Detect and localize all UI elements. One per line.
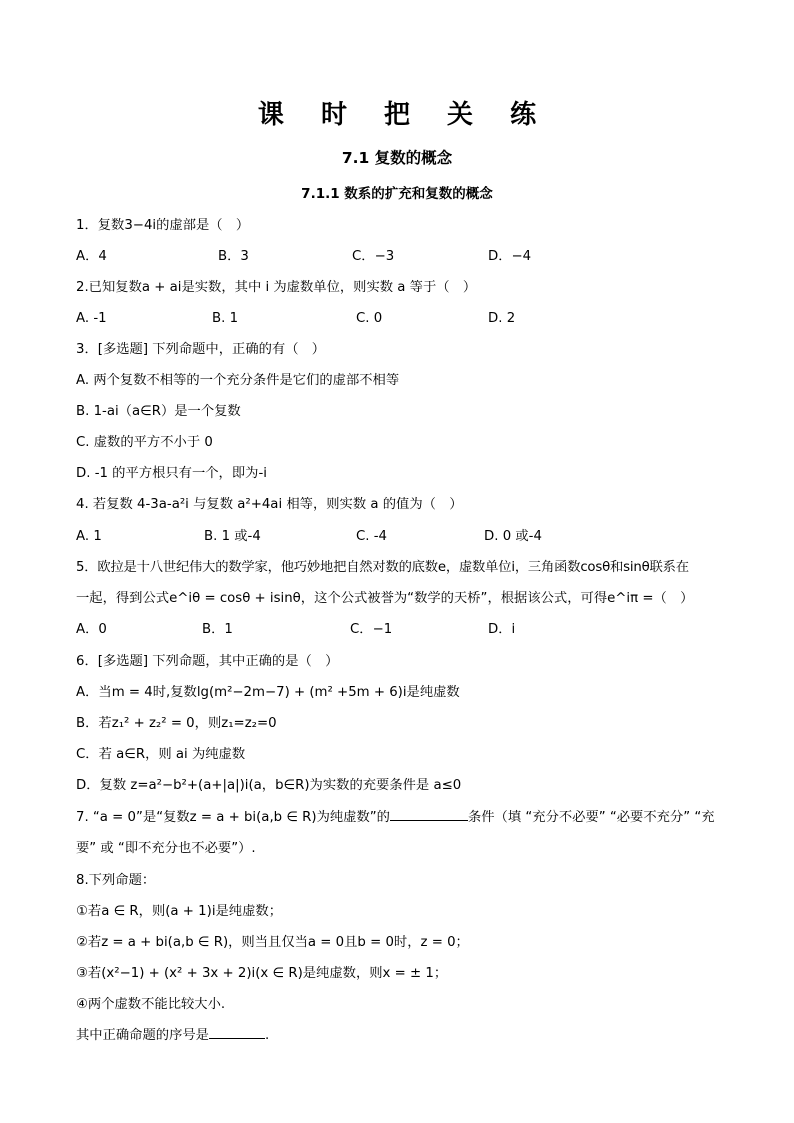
answer-blank[interactable]: [390, 820, 468, 821]
question-3-option-b: B. 1-ai（a∈R）是一个复数: [76, 404, 241, 419]
question-8-stem: 8.下列命题：: [76, 873, 156, 888]
option-c: C. 0: [356, 311, 383, 326]
question-3-option-c: C. 虚数的平方不小于 0: [76, 435, 213, 450]
question-5-options: [76, 620, 726, 640]
question-2-stem: 2.已知复数a + ai是实数，其中 i 为虚数单位，则实数 a 等于（ ）: [76, 280, 477, 295]
question-8-closing-end: .: [264, 1028, 270, 1043]
question-6-option-a: A．当m = 4时,复数lg(m²−2m−7) + (m² +5m + 6)i是纯虚数: [76, 685, 460, 700]
answer-blank[interactable]: [209, 1038, 265, 1039]
option-c: C．−3: [352, 249, 395, 264]
question-2-options: [76, 309, 726, 329]
question-8-statement-4: ④两个虚数不能比较大小.: [76, 997, 226, 1012]
question-4-options: [76, 527, 726, 547]
page-title: 课 时 把 关 练: [257, 100, 551, 130]
question-8-closing-text: 其中正确命题的序号是: [76, 1028, 209, 1043]
question-7-stem: [76, 808, 726, 828]
question-1-options: [76, 247, 726, 267]
question-3-stem: 3．[多选题] 下列命题中，正确的有（ ）: [76, 342, 326, 357]
question-3-option-a: A. 两个复数不相等的一个充分条件是它们的虚部不相等: [76, 373, 400, 388]
option-c: C. -4: [356, 529, 387, 544]
option-a: A．0: [76, 622, 107, 637]
option-b: B．1: [202, 622, 233, 637]
option-d: D．i: [488, 622, 516, 637]
question-5-stem-continued: 一起，得到公式e^iθ = cosθ + isinθ，这个公式被誉为“数学的天桥”，根据该公式，可得e^iπ =（ ）: [76, 591, 694, 606]
option-d: D. 2: [488, 311, 516, 326]
question-6-option-c: C．若 a∈R，则 ai 为纯虚数: [76, 747, 246, 762]
option-b: B. 1 或-4: [204, 529, 261, 544]
option-b: B. 1: [212, 311, 239, 326]
question-8-statement-3: ③若(x²−1) + (x² + 3x + 2)i(x ∈ R)是纯虚数，则x = ± 1；: [76, 966, 448, 981]
option-a: A. -1: [76, 311, 107, 326]
question-5-stem: 5．欧拉是十八世纪伟大的数学家，他巧妙地把自然对数的底数e，虚数单位i，三角函数cosθ和sinθ联系在: [76, 560, 689, 575]
option-d: D．−4: [488, 249, 532, 264]
option-b: B．3: [218, 249, 249, 264]
question-6-stem: 6．[多选题] 下列命题，其中正确的是（ ）: [76, 654, 339, 669]
question-6-option-b: B．若z₁² + z₂² = 0，则z₁=z₂=0: [76, 716, 277, 731]
option-a: A．4: [76, 249, 107, 264]
option-a: A. 1: [76, 529, 102, 544]
question-7-stem-continued: 要” 或 “即不充分也不必要”）.: [76, 841, 256, 856]
question-8-statement-2: ②若z = a + bi(a,b ∈ R)，则当且仅当a = 0且b = 0时，z = 0；: [76, 935, 469, 950]
question-3-option-d: D. -1 的平方根只有一个，即为-i: [76, 466, 267, 481]
question-8-closing: [76, 1026, 726, 1046]
question-8-statement-1: ①若a ∈ R，则(a + 1)i是纯虚数；: [76, 904, 282, 919]
question-7-stem-end: 条件（填 “充分不必要” “必要不充分” “充: [467, 810, 715, 825]
option-d: D. 0 或-4: [484, 529, 542, 544]
option-c: C．−1: [350, 622, 393, 637]
question-7-stem-start: 7. “a = 0”是“复数z = a + bi(a,b ∈ R)为纯虚数”的: [76, 810, 390, 825]
subsection-heading: 7.1.1 数系的扩充和复数的概念: [301, 186, 493, 202]
question-1-stem: 1．复数3−4i的虚部是（ ）: [76, 218, 250, 233]
section-heading: 7.1 复数的概念: [341, 149, 453, 167]
question-6-option-d: D．复数 z=a²−b²+(a+|a|)i(a，b∈R)为实数的充要条件是 a≤0: [76, 778, 462, 793]
question-4-stem: 4. 若复数 4-3a-a²i 与复数 a²+4ai 相等，则实数 a 的值为（ ）: [76, 497, 463, 512]
